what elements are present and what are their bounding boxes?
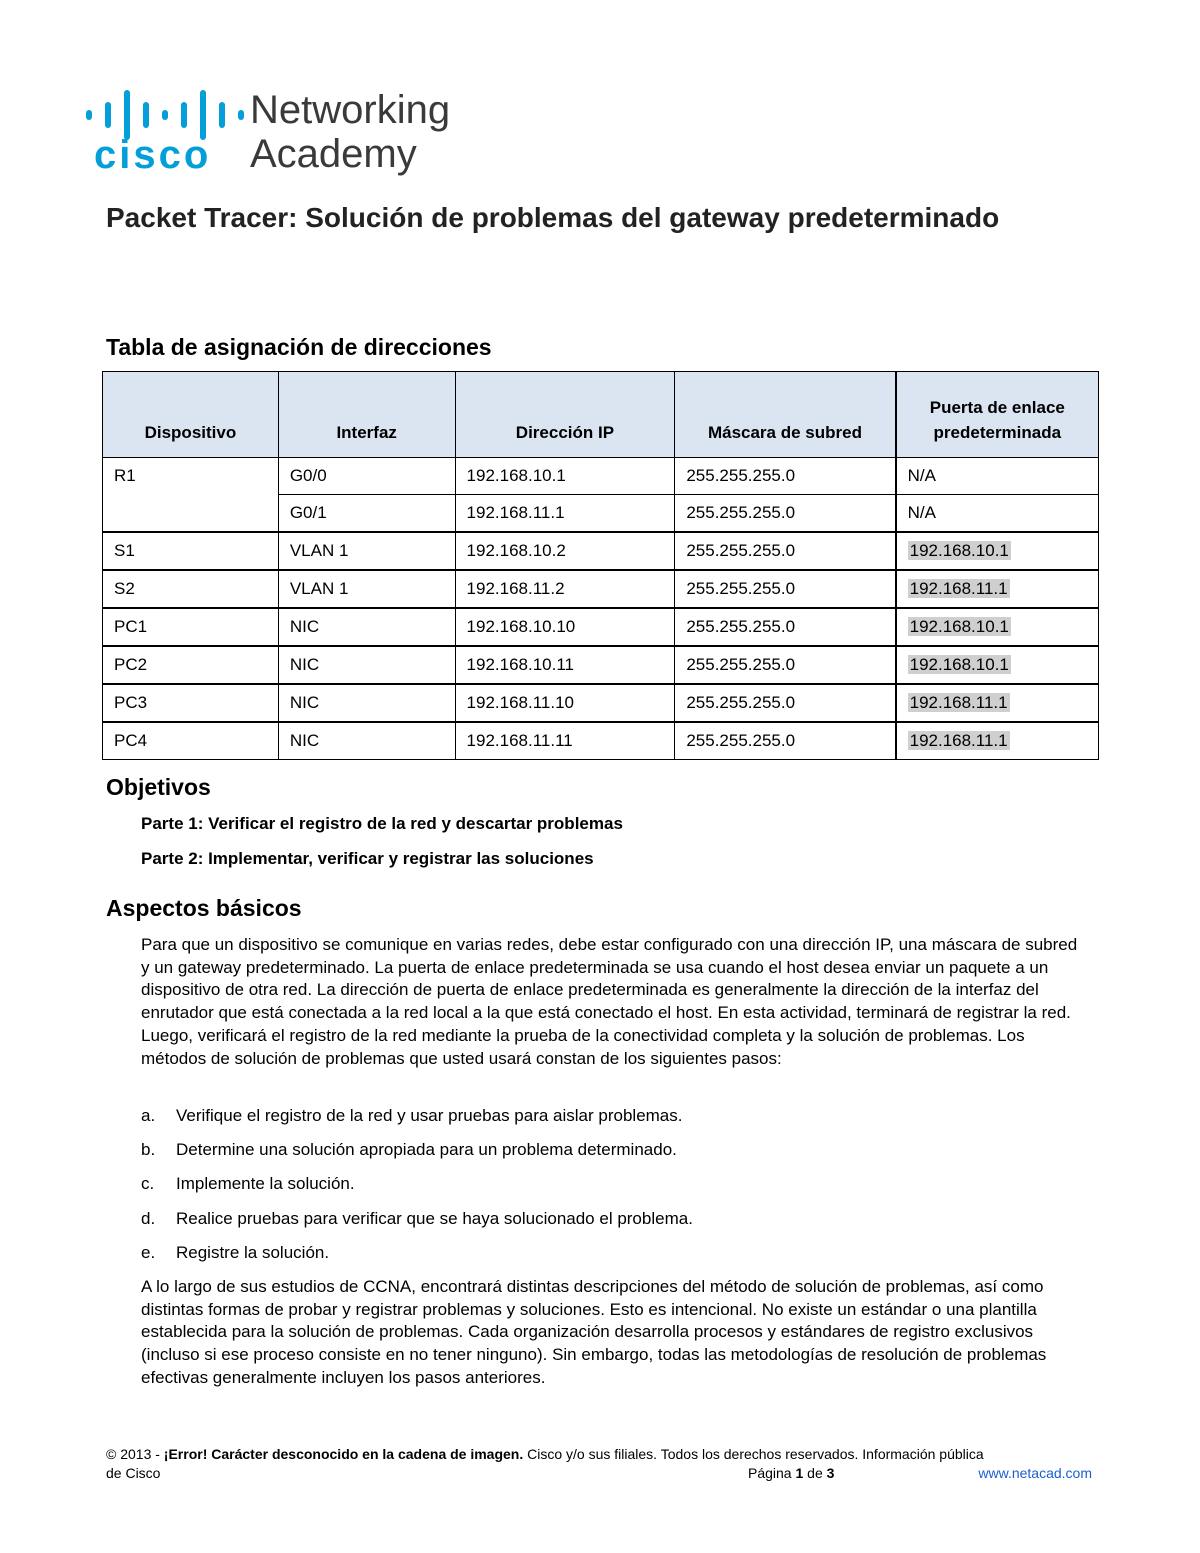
list-marker: a. [141, 1106, 156, 1125]
cell-gateway: N/A [896, 458, 1099, 495]
list-item [141, 1140, 677, 1160]
table-row [103, 458, 1099, 495]
page-label: Página [748, 1465, 796, 1481]
cell-mask: 255.255.255.0 [675, 495, 896, 533]
header-ip: Dirección IP [455, 372, 675, 458]
addressing-table [102, 371, 1099, 760]
list-item [141, 1106, 683, 1126]
list-item [141, 1243, 329, 1263]
page-total: 3 [826, 1465, 835, 1481]
page-current: 1 [795, 1465, 804, 1481]
cell-ip: 192.168.10.11 [455, 646, 675, 684]
cell-device: PC1 [103, 608, 279, 646]
cell-ip: 192.168.11.11 [455, 722, 675, 760]
cell-interface: NIC [278, 646, 455, 684]
table-row [103, 532, 1099, 570]
cell-device: PC2 [103, 646, 279, 684]
footer-link[interactable]: www.netacad.com [978, 1465, 1092, 1481]
cell-mask: 255.255.255.0 [675, 570, 896, 608]
footer-rights: Cisco y/o sus filiales. Todos los derechos reservados. Información pública [523, 1446, 984, 1462]
background-paragraph-2: A lo largo de sus estudios de CCNA, encontrará distintas descripciones del método de solución de problemas, así como distintas formas de probar y registrar problemas y soluciones. Esto es intencional. No existe un estándar o una plantilla establecida para la solución de problemas. Cada organización desarrolla procesos y estándares de registro exclusivos (incluso si ese proceso consiste en no tener ninguno). Sin embargo, todas las metodologías de resolución de problemas efectivas generalmente incluyen los pasos anteriores. [141, 1277, 1047, 1387]
cell-device: S1 [103, 532, 279, 570]
table-row [103, 570, 1099, 608]
cell-device: R1 [103, 458, 279, 533]
list-marker: e. [141, 1243, 156, 1262]
cell-ip: 192.168.11.2 [455, 570, 675, 608]
cell-ip: 192.168.10.10 [455, 608, 675, 646]
cell-mask: 255.255.255.0 [675, 684, 896, 722]
list-text: Verifique el registro de la red y usar pruebas para aislar problemas. [176, 1106, 683, 1125]
table-row [103, 722, 1099, 760]
gateway-highlight: 192.168.11.1 [909, 693, 1008, 712]
background-heading: Aspectos básicos [106, 895, 302, 921]
cell-gateway [896, 646, 1099, 684]
page-of: de [803, 1465, 827, 1481]
cell-mask: 255.255.255.0 [675, 722, 896, 760]
cell-gateway: N/A [896, 495, 1099, 533]
cell-ip: 192.168.11.10 [455, 684, 675, 722]
cell-gateway [896, 722, 1099, 760]
cell-interface: VLAN 1 [278, 570, 455, 608]
list-marker: b. [141, 1140, 156, 1159]
footer-copyright: © 2013 - [106, 1446, 164, 1462]
gateway-highlight: 192.168.10.1 [909, 617, 1009, 636]
footer-error: ¡Error! Carácter desconocido en la cadena de imagen. [163, 1446, 524, 1462]
cell-ip: 192.168.11.1 [455, 495, 675, 533]
cell-device: S2 [103, 570, 279, 608]
cell-ip: 192.168.10.1 [455, 458, 675, 495]
list-marker: c. [141, 1174, 155, 1193]
cell-device: PC4 [103, 722, 279, 760]
page-footer [106, 1445, 1096, 1483]
cell-mask: 255.255.255.0 [675, 646, 896, 684]
gateway-highlight: 192.168.11.1 [909, 579, 1008, 598]
table-row [103, 684, 1099, 722]
cell-interface: NIC [278, 684, 455, 722]
cell-interface: G0/1 [278, 495, 455, 533]
table-heading: Tabla de asignación de direcciones [106, 334, 492, 360]
header-device: Dispositivo [103, 372, 279, 458]
background-paragraph-1: Para que un dispositivo se comunique en varias redes, debe estar configurado con una dirección IP, una máscara de subred y un gateway predeterminado. La puerta de enlace predeterminada se usa cuando el host desea enviar un paquete a un dispositivo de otra red. La dirección de puerta de enlace predeterminada es generalmente la dirección de la interfaz del enrutador que está conectada a la red local a la que está conectado el host. En esta actividad, terminará de registrar la red. Luego, verificará el registro de la red mediante la prueba de la conectividad completa y la solución de problemas. Los métodos de solución de problemas que usted usará constan de los siguientes pasos: [141, 935, 1078, 1068]
list-text: Realice pruebas para verificar que se haya solucionado el problema. [176, 1209, 693, 1228]
gateway-highlight: 192.168.11.1 [909, 731, 1008, 750]
list-item [141, 1174, 355, 1194]
table-row [103, 646, 1099, 684]
header-mask: Máscara de subred [675, 372, 896, 458]
document-title: Packet Tracer: Solución de problemas del gateway predeterminado [106, 202, 1000, 233]
cell-gateway [896, 608, 1099, 646]
header-gateway: Puerta de enlace predeterminada [896, 372, 1099, 458]
cell-interface: NIC [278, 608, 455, 646]
cell-mask: 255.255.255.0 [675, 608, 896, 646]
cell-interface: G0/0 [278, 458, 455, 495]
cell-mask: 255.255.255.0 [675, 458, 896, 495]
cisco-networking-academy-logo [84, 88, 484, 178]
list-text: Implemente la solución. [176, 1174, 355, 1193]
objectives-heading: Objetivos [106, 774, 211, 800]
logo-line2: Academy [250, 132, 417, 176]
cisco-logo-icon [84, 88, 244, 178]
gateway-highlight: 192.168.10.1 [909, 655, 1009, 674]
table-row [103, 608, 1099, 646]
cell-interface: NIC [278, 722, 455, 760]
footer-line2 [106, 1464, 1096, 1483]
objective-part2: Parte 2: Implementar, verificar y registrar las soluciones [141, 849, 594, 868]
objective-part1: Parte 1: Verificar el registro de la red y descartar problemas [141, 814, 623, 833]
cell-gateway [896, 532, 1099, 570]
cell-device: PC3 [103, 684, 279, 722]
list-marker: d. [141, 1209, 156, 1228]
logo-line1: Networking [250, 88, 451, 132]
table-header-row [103, 372, 1099, 458]
cell-mask: 255.255.255.0 [675, 532, 896, 570]
cell-gateway [896, 684, 1099, 722]
cell-gateway [896, 570, 1099, 608]
cell-interface: VLAN 1 [278, 532, 455, 570]
gateway-highlight: 192.168.10.1 [909, 541, 1009, 560]
list-item [141, 1209, 693, 1229]
cisco-wordmark: cisco [94, 133, 212, 177]
list-text: Determine una solución apropiada para un problema determinado. [176, 1140, 677, 1159]
header-interface: Interfaz [278, 372, 455, 458]
footer-line1 [106, 1445, 1096, 1464]
cell-ip: 192.168.10.2 [455, 532, 675, 570]
list-text: Registre la solución. [176, 1243, 330, 1262]
footer-cisco: de Cisco [106, 1465, 161, 1481]
page-number [748, 1464, 834, 1483]
